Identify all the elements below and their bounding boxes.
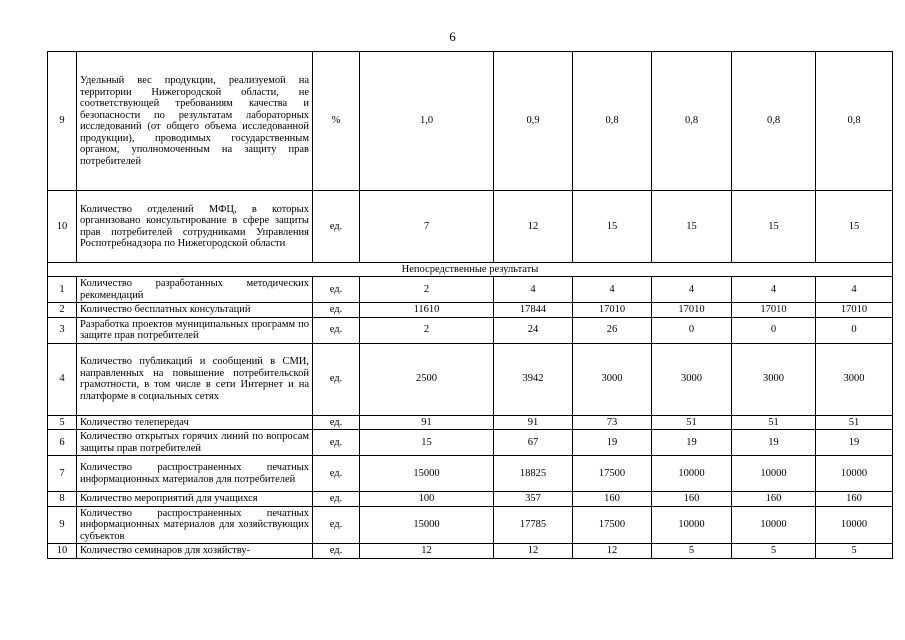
value-cell: 0,8 bbox=[816, 52, 893, 191]
value-cell: 10000 bbox=[652, 456, 732, 492]
indicator-description: Количество распространенных печатных информационных материалов для потребителей bbox=[77, 456, 313, 492]
value-cell: 4 bbox=[573, 277, 652, 303]
value-cell: 160 bbox=[652, 492, 732, 507]
value-cell: 4 bbox=[816, 277, 893, 303]
indicator-description: Количество разработанных методических рекомендаций bbox=[77, 277, 313, 303]
value-cell: 10000 bbox=[732, 506, 816, 544]
value-cell: 91 bbox=[360, 415, 494, 430]
row-number: 4 bbox=[48, 343, 77, 415]
value-cell: 12 bbox=[494, 191, 573, 263]
value-cell: 3942 bbox=[494, 343, 573, 415]
unit-cell: ед. bbox=[313, 544, 360, 559]
value-cell: 51 bbox=[652, 415, 732, 430]
unit-cell: ед. bbox=[313, 506, 360, 544]
indicator-description: Количество распространенных печатных информационных материалов для хозяйствующих субъектов bbox=[77, 506, 313, 544]
value-cell: 19 bbox=[816, 430, 893, 456]
table-body bbox=[48, 52, 893, 559]
row-number: 7 bbox=[48, 456, 77, 492]
indicator-description: Количество открытых горячих линий по вопросам защиты прав потребителей bbox=[77, 430, 313, 456]
indicator-description: Удельный вес продукции, реализуемой на территории Нижегородской области, не соответствующей требованиям качества и безопасности по результатам лабораторных исследований (от общего объема исследованной продукции), проводимых государственным органом, уполномоченным на защиту прав потребителей bbox=[77, 52, 313, 191]
value-cell: 51 bbox=[732, 415, 816, 430]
value-cell: 5 bbox=[732, 544, 816, 559]
value-cell: 15000 bbox=[360, 456, 494, 492]
value-cell: 12 bbox=[494, 544, 573, 559]
value-cell: 17785 bbox=[494, 506, 573, 544]
section-header-row bbox=[48, 263, 893, 277]
value-cell: 160 bbox=[732, 492, 816, 507]
table-row bbox=[48, 343, 893, 415]
value-cell: 0,8 bbox=[573, 52, 652, 191]
table-row bbox=[48, 191, 893, 263]
table-row bbox=[48, 317, 893, 343]
value-cell: 19 bbox=[573, 430, 652, 456]
unit-cell: ед. bbox=[313, 415, 360, 430]
value-cell: 10000 bbox=[652, 506, 732, 544]
value-cell: 19 bbox=[732, 430, 816, 456]
indicator-description: Разработка проектов муниципальных программ по защите прав потребителей bbox=[77, 317, 313, 343]
value-cell: 15 bbox=[573, 191, 652, 263]
value-cell: 0,9 bbox=[494, 52, 573, 191]
indicator-description: Количество публикаций и сообщений в СМИ, направленных на повышение потребительской грамотности, в том числе в сети Интернет и на платформе в социальных сетях bbox=[77, 343, 313, 415]
value-cell: 24 bbox=[494, 317, 573, 343]
value-cell: 12 bbox=[360, 544, 494, 559]
indicator-description: Количество семинаров для хозяйству- bbox=[77, 544, 313, 559]
value-cell: 15000 bbox=[360, 506, 494, 544]
value-cell: 18825 bbox=[494, 456, 573, 492]
row-number: 10 bbox=[48, 191, 77, 263]
unit-cell: ед. bbox=[313, 303, 360, 318]
table-row bbox=[48, 492, 893, 507]
value-cell: 4 bbox=[652, 277, 732, 303]
value-cell: 0 bbox=[732, 317, 816, 343]
unit-cell: ед. bbox=[313, 430, 360, 456]
value-cell: 15 bbox=[652, 191, 732, 263]
value-cell: 1,0 bbox=[360, 52, 494, 191]
value-cell: 10000 bbox=[732, 456, 816, 492]
value-cell: 51 bbox=[816, 415, 893, 430]
value-cell: 12 bbox=[573, 544, 652, 559]
value-cell: 357 bbox=[494, 492, 573, 507]
value-cell: 7 bbox=[360, 191, 494, 263]
row-number: 9 bbox=[48, 506, 77, 544]
table-row bbox=[48, 277, 893, 303]
unit-cell: ед. bbox=[313, 456, 360, 492]
table-row bbox=[48, 430, 893, 456]
value-cell: 160 bbox=[573, 492, 652, 507]
value-cell: 11610 bbox=[360, 303, 494, 318]
page-number: 6 bbox=[449, 29, 456, 44]
value-cell: 3000 bbox=[816, 343, 893, 415]
section-title: Непосредственные результаты bbox=[48, 263, 893, 277]
value-cell: 17500 bbox=[573, 506, 652, 544]
table-row bbox=[48, 456, 893, 492]
value-cell: 17010 bbox=[652, 303, 732, 318]
row-number: 1 bbox=[48, 277, 77, 303]
row-number: 10 bbox=[48, 544, 77, 559]
value-cell: 3000 bbox=[573, 343, 652, 415]
value-cell: 73 bbox=[573, 415, 652, 430]
row-number: 9 bbox=[48, 52, 77, 191]
unit-cell: ед. bbox=[313, 343, 360, 415]
table-row bbox=[48, 506, 893, 544]
value-cell: 17010 bbox=[816, 303, 893, 318]
value-cell: 2 bbox=[360, 277, 494, 303]
indicators-table bbox=[47, 51, 893, 559]
row-number: 6 bbox=[48, 430, 77, 456]
value-cell: 26 bbox=[573, 317, 652, 343]
value-cell: 5 bbox=[816, 544, 893, 559]
value-cell: 67 bbox=[494, 430, 573, 456]
unit-cell: % bbox=[313, 52, 360, 191]
row-number: 3 bbox=[48, 317, 77, 343]
value-cell: 17010 bbox=[573, 303, 652, 318]
value-cell: 2500 bbox=[360, 343, 494, 415]
value-cell: 10000 bbox=[816, 506, 893, 544]
value-cell: 4 bbox=[732, 277, 816, 303]
value-cell: 4 bbox=[494, 277, 573, 303]
value-cell: 0 bbox=[652, 317, 732, 343]
value-cell: 160 bbox=[816, 492, 893, 507]
table-row bbox=[48, 52, 893, 191]
unit-cell: ед. bbox=[313, 492, 360, 507]
value-cell: 15 bbox=[732, 191, 816, 263]
value-cell: 0,8 bbox=[732, 52, 816, 191]
unit-cell: ед. bbox=[313, 191, 360, 263]
value-cell: 15 bbox=[360, 430, 494, 456]
value-cell: 17500 bbox=[573, 456, 652, 492]
value-cell: 0 bbox=[816, 317, 893, 343]
value-cell: 3000 bbox=[652, 343, 732, 415]
unit-cell: ед. bbox=[313, 317, 360, 343]
row-number: 2 bbox=[48, 303, 77, 318]
value-cell: 17010 bbox=[732, 303, 816, 318]
row-number: 5 bbox=[48, 415, 77, 430]
table-row bbox=[48, 303, 893, 318]
value-cell: 17844 bbox=[494, 303, 573, 318]
value-cell: 15 bbox=[816, 191, 893, 263]
unit-cell: ед. bbox=[313, 277, 360, 303]
value-cell: 0,8 bbox=[652, 52, 732, 191]
value-cell: 19 bbox=[652, 430, 732, 456]
value-cell: 5 bbox=[652, 544, 732, 559]
value-cell: 2 bbox=[360, 317, 494, 343]
indicator-description: Количество отделений МФЦ, в которых организовано консультирование в сфере защиты прав потребителей сотрудниками Управления Роспотребнадзора по Нижегородской области bbox=[77, 191, 313, 263]
indicator-description: Количество бесплатных консультаций bbox=[77, 303, 313, 318]
value-cell: 10000 bbox=[816, 456, 893, 492]
indicator-description: Количество телепередач bbox=[77, 415, 313, 430]
table-row bbox=[48, 415, 893, 430]
row-number: 8 bbox=[48, 492, 77, 507]
indicator-description: Количество мероприятий для учащихся bbox=[77, 492, 313, 507]
table-row bbox=[48, 544, 893, 559]
value-cell: 100 bbox=[360, 492, 494, 507]
value-cell: 91 bbox=[494, 415, 573, 430]
value-cell: 3000 bbox=[732, 343, 816, 415]
